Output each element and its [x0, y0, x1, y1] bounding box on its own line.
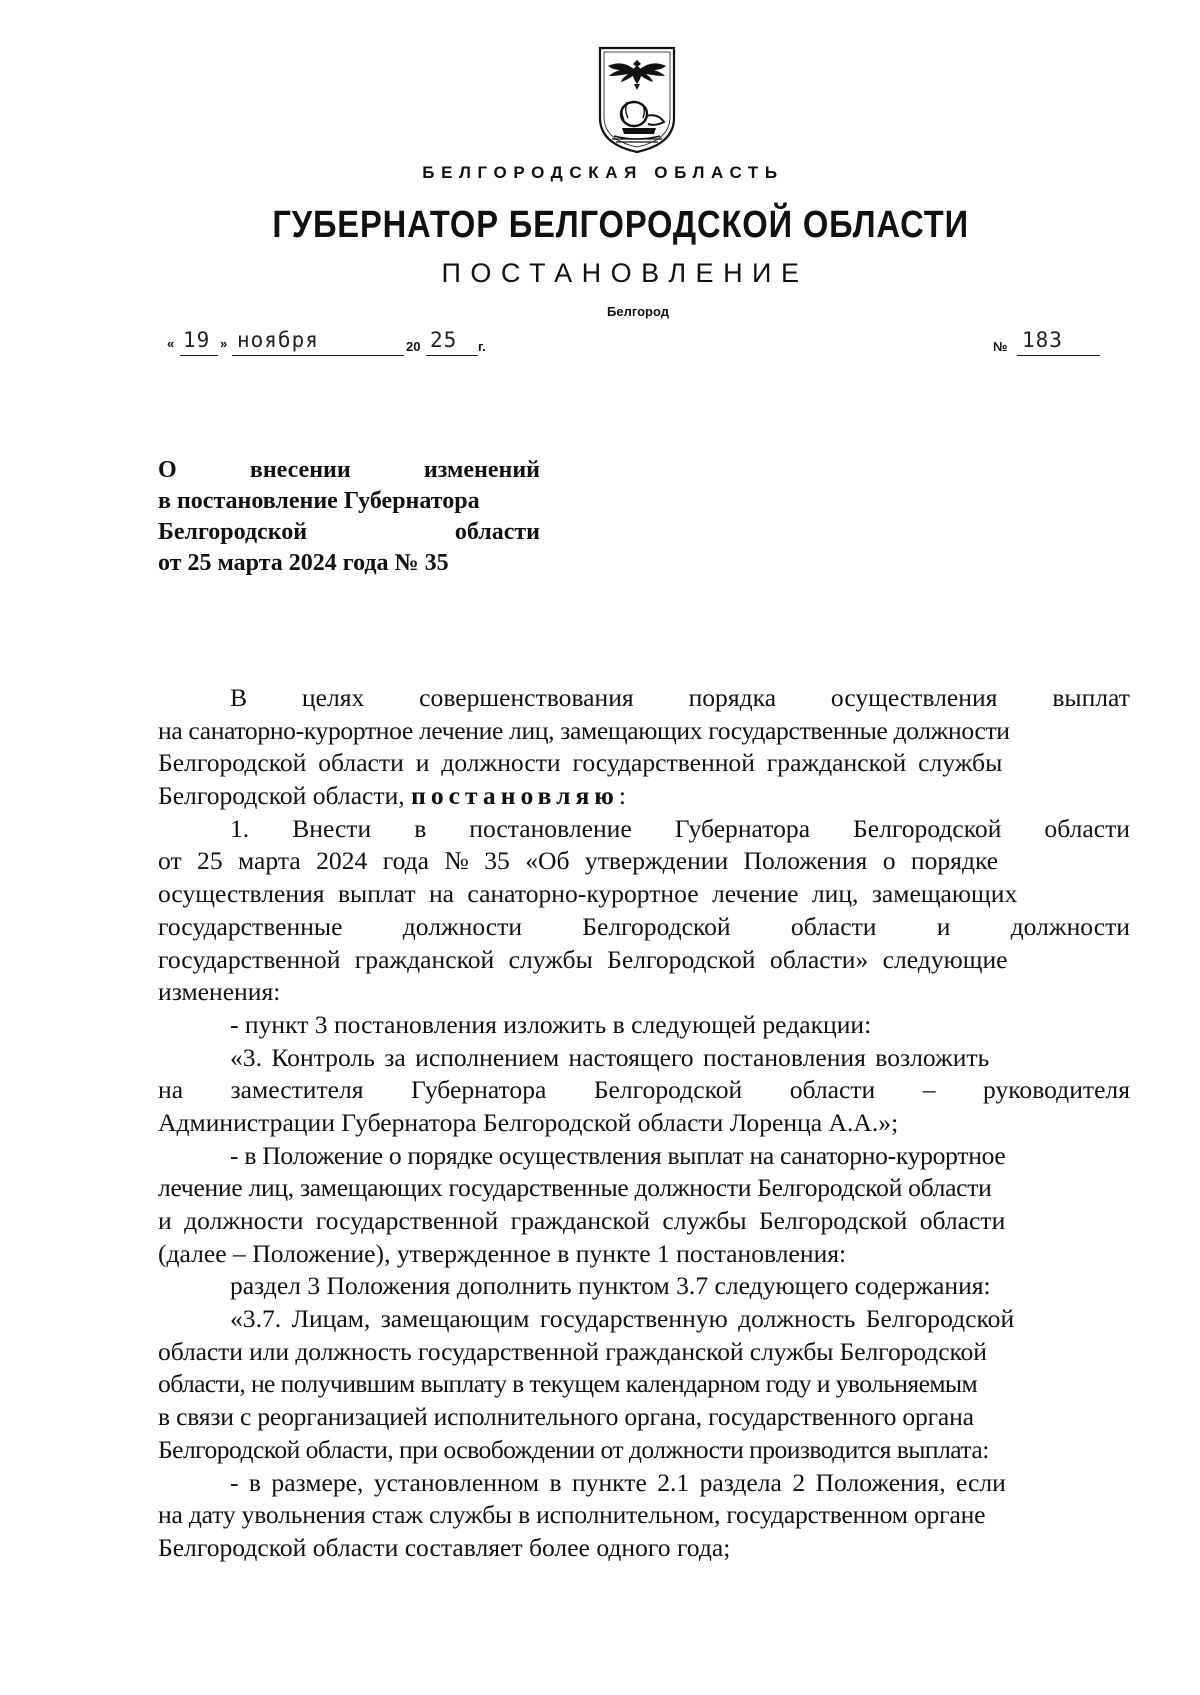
subject-word: Белгородской — [158, 519, 308, 545]
date-open-quote: « — [167, 336, 175, 351]
day-underline — [180, 355, 218, 356]
body-word: должности — [402, 911, 523, 941]
body-line: - в Положение о порядке осуществления выплат на санаторно-курортное — [230, 1140, 1006, 1170]
body-word: руководителя — [983, 1075, 1130, 1105]
body-word: выплат — [1052, 683, 1130, 712]
date-year-suffix: 25 — [430, 328, 458, 352]
body-line: «3.7. Лицам, замещающим государственную должность Белгородской — [230, 1304, 1015, 1334]
body-line: - в размере, установленном в пункте 2.1 раздела 2 Положения, если — [230, 1467, 1006, 1497]
date-year-mark: г. — [478, 339, 486, 354]
number-underline — [1017, 355, 1100, 356]
body-line: от 25 марта 2024 года № 35 «Об утверждении Положения о порядке — [158, 846, 999, 876]
body-word: Белгородской — [853, 813, 1002, 843]
body-line: и должности государственной гражданской службы Белгородской области — [158, 1206, 1006, 1235]
body-line: области или должность государственной гражданской службы Белгородской — [158, 1336, 987, 1366]
body-line: государственной гражданской службы Белгородской области» следующие — [158, 944, 1008, 974]
subject-word: внесении — [249, 457, 351, 483]
body-line: Белгородской области составляет более одного года; — [158, 1532, 731, 1562]
body-line: осуществления выплат на санаторно-курортное лечение лиц, замещающих — [158, 879, 1018, 909]
body-word: заместителя — [230, 1075, 364, 1105]
coat-of-arms-icon — [594, 44, 680, 154]
body-line: лечение лиц, замещающих государственные должности Белгородской области — [158, 1173, 992, 1203]
body-word: – — [922, 1075, 936, 1105]
subject-line-4: от 25 марта 2024 года № 35 — [158, 550, 449, 576]
document-subject — [158, 455, 540, 579]
body-line: - пункт 3 постановления изложить в следующей редакции: — [230, 1009, 872, 1039]
body-line — [158, 682, 1130, 715]
body-line: в связи с реорганизацией исполнительного органа, государственного органа — [158, 1402, 974, 1432]
body-word: 1. — [230, 813, 250, 843]
body-word: на — [158, 1075, 184, 1105]
year-underline — [426, 355, 478, 356]
body-text: Белгородской области, — [158, 781, 412, 811]
date-year-prefix: 20 — [406, 339, 421, 354]
date-day: 19 — [183, 328, 211, 352]
body-word: В — [230, 683, 248, 712]
body-word: Губернатора — [411, 1075, 547, 1105]
body-line — [158, 813, 1130, 846]
body-line — [158, 780, 1130, 813]
body-line — [158, 1074, 1130, 1107]
body-line: раздел 3 Положения дополнить пунктом 3.7 следующего содержания: — [230, 1271, 991, 1301]
number-mark: № — [993, 339, 1008, 354]
body-line: на санаторно-курортное лечение лиц, замещающих государственные должности — [158, 715, 1010, 745]
subject-line-2: в постановление Губернатора — [158, 488, 480, 514]
date-close-quote: » — [220, 336, 228, 351]
subject-line-1 — [158, 455, 540, 486]
body-word: порядка — [688, 683, 777, 712]
body-line: Белгородской области и должности государственной гражданской службы — [158, 748, 1003, 778]
body-line: на дату увольнения стаж службы в исполнительном, государственном органе — [158, 1500, 986, 1530]
body-word: области — [790, 911, 877, 941]
subject-line-3 — [158, 517, 540, 548]
body-word: Белгородской — [593, 1075, 743, 1105]
body-word: государственные — [158, 911, 343, 941]
document-type: ПОСТАНОВЛЕНИЕ — [441, 258, 809, 288]
body-word: постановление — [469, 813, 632, 843]
subject-word: О — [158, 457, 177, 483]
date-month: ноября — [237, 328, 319, 352]
authority-title: ГУБЕРНАТОР БЕЛГОРОДСКОЙ ОБЛАСТИ — [272, 204, 969, 246]
body-word: осуществления — [830, 683, 998, 712]
month-underline — [232, 355, 404, 356]
body-word: Губернатора — [674, 813, 811, 843]
document-number: 183 — [1022, 328, 1063, 352]
body-word: в — [414, 813, 427, 843]
body-word: области — [1044, 813, 1130, 843]
body-word: и — [936, 911, 951, 941]
body-word: целях — [301, 683, 365, 712]
body-word: Белгородской — [582, 911, 731, 941]
subject-word: области — [454, 519, 540, 545]
document-body — [158, 682, 1130, 1565]
subject-word: изменений — [423, 457, 540, 483]
decree-word: постановляю — [411, 781, 619, 811]
body-line: Белгородской области, при освобождении от должности производится выплата: — [158, 1434, 989, 1464]
city-name: Белгород — [607, 304, 669, 319]
body-line: области, не получившим выплату в текущем календарном году и увольняемым — [158, 1369, 978, 1399]
region-name: БЕЛГОРОДСКАЯ ОБЛАСТЬ — [422, 163, 784, 182]
date-line — [0, 328, 1200, 358]
body-line: изменения: — [158, 977, 281, 1007]
body-line: Администрации Губернатора Белгородской области Лоренца А.А.»; — [158, 1107, 899, 1137]
body-text: : — [618, 781, 626, 811]
body-word: Внести — [292, 813, 372, 843]
body-line — [158, 911, 1130, 944]
body-word: области — [789, 1075, 876, 1105]
body-word: должности — [1010, 911, 1130, 941]
body-line: «3. Контроль за исполнением настоящего постановления возложить — [230, 1042, 990, 1072]
body-line: (далее – Положение), утвержденное в пункте 1 постановления: — [158, 1238, 847, 1268]
body-word: совершенствования — [419, 683, 634, 712]
